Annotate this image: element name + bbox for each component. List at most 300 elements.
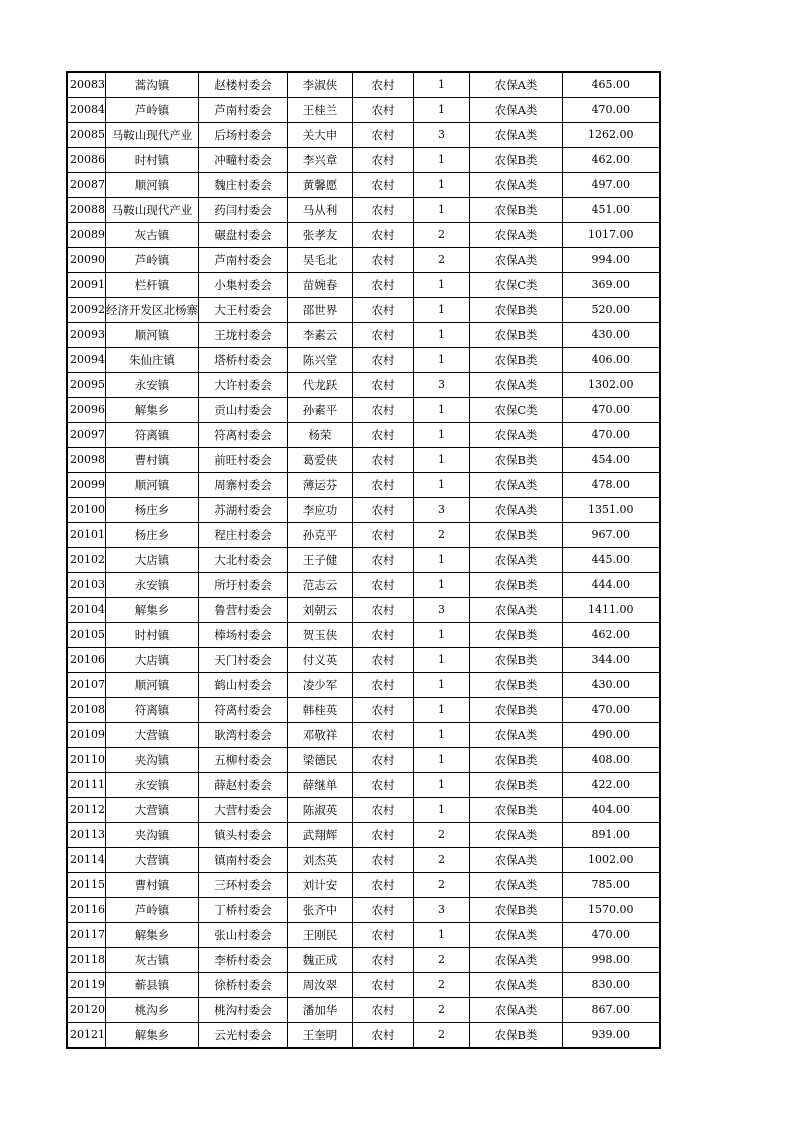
table-row: [67, 573, 660, 598]
cell-household-type: 农村: [353, 573, 414, 598]
cell-amount: 1262.00: [563, 123, 660, 148]
cell-amount: 408.00: [563, 748, 660, 773]
cell-person-name: 李应功: [288, 498, 353, 523]
cell-village: 符离村委会: [199, 698, 288, 723]
cell-household-type: 农村: [353, 498, 414, 523]
cell-person-name: 陈淑英: [288, 798, 353, 823]
table-row: [67, 773, 660, 798]
cell-record-id: 20109: [67, 723, 106, 748]
cell-category: 农保B类: [470, 798, 563, 823]
cell-category: 农保A类: [470, 723, 563, 748]
cell-amount: 998.00: [563, 948, 660, 973]
cell-record-id: 20101: [67, 523, 106, 548]
cell-person-count: 1: [414, 198, 470, 223]
cell-person-name: 李素云: [288, 323, 353, 348]
cell-category: 农保A类: [470, 123, 563, 148]
cell-village: 桃沟村委会: [199, 998, 288, 1023]
cell-record-id: 20121: [67, 1023, 106, 1049]
cell-category: 农保B类: [470, 698, 563, 723]
cell-record-id: 20089: [67, 223, 106, 248]
cell-person-name: 吴毛北: [288, 248, 353, 273]
cell-amount: 1017.00: [563, 223, 660, 248]
cell-person-name: 贺玉侠: [288, 623, 353, 648]
cell-person-name: 王刚民: [288, 923, 353, 948]
cell-town: 芦岭镇: [106, 98, 199, 123]
cell-category: 农保B类: [470, 148, 563, 173]
cell-household-type: 农村: [353, 848, 414, 873]
table-row: [67, 248, 660, 273]
cell-town: 栏杆镇: [106, 273, 199, 298]
cell-person-count: 2: [414, 973, 470, 998]
table-row: [67, 173, 660, 198]
cell-amount: 1302.00: [563, 373, 660, 398]
cell-person-count: 3: [414, 598, 470, 623]
cell-person-count: 2: [414, 823, 470, 848]
table-row: [67, 223, 660, 248]
cell-amount: 1411.00: [563, 598, 660, 623]
cell-person-name: 薄运芬: [288, 473, 353, 498]
cell-record-id: 20097: [67, 423, 106, 448]
table-row: [67, 123, 660, 148]
cell-amount: 454.00: [563, 448, 660, 473]
cell-town: 大营镇: [106, 723, 199, 748]
cell-category: 农保A类: [470, 173, 563, 198]
cell-amount: 470.00: [563, 698, 660, 723]
table-row: [67, 948, 660, 973]
cell-record-id: 20106: [67, 648, 106, 673]
cell-amount: 1570.00: [563, 898, 660, 923]
cell-village: 鲁营村委会: [199, 598, 288, 623]
cell-person-name: 葛爱侠: [288, 448, 353, 473]
cell-record-id: 20093: [67, 323, 106, 348]
cell-village: 棒场村委会: [199, 623, 288, 648]
cell-household-type: 农村: [353, 473, 414, 498]
table-row: [67, 898, 660, 923]
cell-amount: 497.00: [563, 173, 660, 198]
cell-town: 桃沟乡: [106, 998, 199, 1023]
cell-record-id: 20099: [67, 473, 106, 498]
cell-person-count: 3: [414, 498, 470, 523]
cell-town: 顺河镇: [106, 173, 199, 198]
cell-town: 时村镇: [106, 623, 199, 648]
cell-household-type: 农村: [353, 598, 414, 623]
cell-amount: 470.00: [563, 98, 660, 123]
cell-household-type: 农村: [353, 698, 414, 723]
cell-person-count: 1: [414, 773, 470, 798]
cell-category: 农保A类: [470, 598, 563, 623]
cell-record-id: 20119: [67, 973, 106, 998]
cell-amount: 422.00: [563, 773, 660, 798]
cell-household-type: 农村: [353, 648, 414, 673]
cell-record-id: 20083: [67, 72, 106, 98]
cell-town: 永安镇: [106, 373, 199, 398]
cell-category: 农保A类: [470, 973, 563, 998]
cell-amount: 462.00: [563, 148, 660, 173]
cell-record-id: 20088: [67, 198, 106, 223]
cell-household-type: 农村: [353, 748, 414, 773]
cell-household-type: 农村: [353, 223, 414, 248]
cell-amount: 830.00: [563, 973, 660, 998]
table-row: [67, 648, 660, 673]
cell-village: 程庄村委会: [199, 523, 288, 548]
cell-town: 曹村镇: [106, 448, 199, 473]
cell-town: 马鞍山现代产业: [106, 198, 199, 223]
cell-amount: 344.00: [563, 648, 660, 673]
cell-person-count: 3: [414, 123, 470, 148]
table-row: [67, 448, 660, 473]
cell-household-type: 农村: [353, 773, 414, 798]
cell-record-id: 20087: [67, 173, 106, 198]
cell-person-count: 1: [414, 748, 470, 773]
cell-person-count: 1: [414, 173, 470, 198]
cell-village: 苏湖村委会: [199, 498, 288, 523]
cell-town: 时村镇: [106, 148, 199, 173]
cell-village: 大营村委会: [199, 798, 288, 823]
cell-record-id: 20104: [67, 598, 106, 623]
table-row: [67, 798, 660, 823]
cell-person-name: 张齐中: [288, 898, 353, 923]
cell-record-id: 20096: [67, 398, 106, 423]
table-row: [67, 298, 660, 323]
cell-town: 永安镇: [106, 573, 199, 598]
cell-category: 农保B类: [470, 623, 563, 648]
cell-person-name: 周汝翠: [288, 973, 353, 998]
cell-village: 周寨村委会: [199, 473, 288, 498]
cell-amount: 1002.00: [563, 848, 660, 873]
cell-village: 芦南村委会: [199, 248, 288, 273]
cell-person-name: 李淑侠: [288, 72, 353, 98]
cell-record-id: 20102: [67, 548, 106, 573]
table-row: [67, 98, 660, 123]
cell-household-type: 农村: [353, 72, 414, 98]
cell-town: 夹沟镇: [106, 823, 199, 848]
cell-village: 小集村委会: [199, 273, 288, 298]
cell-household-type: 农村: [353, 298, 414, 323]
cell-person-name: 张孝友: [288, 223, 353, 248]
cell-household-type: 农村: [353, 673, 414, 698]
cell-category: 农保A类: [470, 948, 563, 973]
cell-village: 芦南村委会: [199, 98, 288, 123]
cell-category: 农保A类: [470, 72, 563, 98]
cell-household-type: 农村: [353, 923, 414, 948]
cell-record-id: 20110: [67, 748, 106, 773]
cell-village: 李桥村委会: [199, 948, 288, 973]
cell-person-name: 孙素平: [288, 398, 353, 423]
cell-person-name: 代龙跃: [288, 373, 353, 398]
cell-person-name: 薛继单: [288, 773, 353, 798]
cell-record-id: 20120: [67, 998, 106, 1023]
cell-person-name: 王奎明: [288, 1023, 353, 1049]
cell-amount: 445.00: [563, 548, 660, 573]
cell-amount: 785.00: [563, 873, 660, 898]
table-row: [67, 348, 660, 373]
cell-household-type: 农村: [353, 548, 414, 573]
cell-person-count: 1: [414, 648, 470, 673]
cell-record-id: 20084: [67, 98, 106, 123]
table-row: [67, 698, 660, 723]
cell-household-type: 农村: [353, 173, 414, 198]
cell-record-id: 20115: [67, 873, 106, 898]
cell-village: 王垅村委会: [199, 323, 288, 348]
cell-category: 农保A类: [470, 498, 563, 523]
cell-town: 大营镇: [106, 848, 199, 873]
cell-person-count: 1: [414, 798, 470, 823]
cell-record-id: 20090: [67, 248, 106, 273]
table-row: [67, 398, 660, 423]
table-row: [67, 148, 660, 173]
cell-person-count: 2: [414, 848, 470, 873]
cell-category: 农保C类: [470, 273, 563, 298]
cell-amount: 430.00: [563, 323, 660, 348]
cell-household-type: 农村: [353, 798, 414, 823]
cell-village: 大北村委会: [199, 548, 288, 573]
cell-village: 耿湾村委会: [199, 723, 288, 748]
cell-category: 农保A类: [470, 998, 563, 1023]
cell-person-count: 2: [414, 248, 470, 273]
table-row: [67, 873, 660, 898]
table-row: [67, 598, 660, 623]
cell-household-type: 农村: [353, 1023, 414, 1049]
cell-person-count: 1: [414, 98, 470, 123]
cell-town: 解集乡: [106, 923, 199, 948]
cell-person-count: 1: [414, 448, 470, 473]
cell-amount: 369.00: [563, 273, 660, 298]
cell-category: 农保C类: [470, 398, 563, 423]
cell-town: 解集乡: [106, 398, 199, 423]
cell-village: 贡山村委会: [199, 398, 288, 423]
table-body: [67, 72, 660, 1048]
cell-amount: 478.00: [563, 473, 660, 498]
cell-record-id: 20098: [67, 448, 106, 473]
cell-amount: 1351.00: [563, 498, 660, 523]
cell-town: 顺河镇: [106, 323, 199, 348]
cell-household-type: 农村: [353, 948, 414, 973]
cell-person-name: 陈兴堂: [288, 348, 353, 373]
cell-town: 灰古镇: [106, 948, 199, 973]
cell-category: 农保A类: [470, 473, 563, 498]
table-row: [67, 623, 660, 648]
cell-household-type: 农村: [353, 123, 414, 148]
cell-person-name: 黄馨愿: [288, 173, 353, 198]
cell-category: 农保A类: [470, 823, 563, 848]
cell-amount: 994.00: [563, 248, 660, 273]
cell-household-type: 农村: [353, 998, 414, 1023]
cell-household-type: 农村: [353, 973, 414, 998]
cell-village: 塔桥村委会: [199, 348, 288, 373]
cell-household-type: 农村: [353, 448, 414, 473]
cell-category: 农保A类: [470, 373, 563, 398]
cell-town: 蒿沟镇: [106, 72, 199, 98]
cell-record-id: 20107: [67, 673, 106, 698]
cell-amount: 462.00: [563, 623, 660, 648]
cell-category: 农保B类: [470, 673, 563, 698]
cell-town: 符离镇: [106, 423, 199, 448]
cell-town: 大店镇: [106, 548, 199, 573]
cell-person-name: 付义英: [288, 648, 353, 673]
cell-village: 鹤山村委会: [199, 673, 288, 698]
cell-town: 顺河镇: [106, 473, 199, 498]
cell-person-count: 1: [414, 298, 470, 323]
cell-amount: 939.00: [563, 1023, 660, 1049]
cell-person-count: 1: [414, 473, 470, 498]
table-row: [67, 373, 660, 398]
cell-village: 大许村委会: [199, 373, 288, 398]
cell-household-type: 农村: [353, 373, 414, 398]
cell-town: 符离镇: [106, 698, 199, 723]
cell-person-name: 刘朝云: [288, 598, 353, 623]
table-row: [67, 723, 660, 748]
table-row: [67, 273, 660, 298]
table-row: [67, 848, 660, 873]
allowance-table: [66, 71, 661, 1049]
table-row: [67, 823, 660, 848]
cell-record-id: 20092: [67, 298, 106, 323]
cell-amount: 451.00: [563, 198, 660, 223]
cell-village: 前旺村委会: [199, 448, 288, 473]
cell-person-name: 潘加华: [288, 998, 353, 1023]
cell-village: 药闫村委会: [199, 198, 288, 223]
cell-category: 农保B类: [470, 1023, 563, 1049]
cell-person-count: 1: [414, 623, 470, 648]
cell-category: 农保A类: [470, 98, 563, 123]
cell-person-name: 邵世界: [288, 298, 353, 323]
cell-record-id: 20085: [67, 123, 106, 148]
table-row: [67, 473, 660, 498]
cell-village: 天门村委会: [199, 648, 288, 673]
table-row: [67, 973, 660, 998]
cell-household-type: 农村: [353, 423, 414, 448]
cell-category: 农保B类: [470, 523, 563, 548]
cell-amount: 404.00: [563, 798, 660, 823]
cell-record-id: 20112: [67, 798, 106, 823]
cell-person-name: 王子健: [288, 548, 353, 573]
cell-category: 农保A类: [470, 223, 563, 248]
cell-town: 杨庄乡: [106, 523, 199, 548]
cell-person-count: 1: [414, 398, 470, 423]
cell-village: 符离村委会: [199, 423, 288, 448]
cell-amount: 967.00: [563, 523, 660, 548]
cell-village: 云光村委会: [199, 1023, 288, 1049]
cell-person-count: 3: [414, 373, 470, 398]
cell-category: 农保B类: [470, 298, 563, 323]
cell-category: 农保B类: [470, 648, 563, 673]
cell-record-id: 20103: [67, 573, 106, 598]
cell-category: 农保B类: [470, 348, 563, 373]
cell-town: 大营镇: [106, 798, 199, 823]
cell-amount: 430.00: [563, 673, 660, 698]
table-row: [67, 1023, 660, 1049]
cell-town: 大店镇: [106, 648, 199, 673]
cell-town: 经济开发区北杨寨: [106, 298, 199, 323]
cell-person-count: 1: [414, 323, 470, 348]
cell-record-id: 20108: [67, 698, 106, 723]
cell-household-type: 农村: [353, 873, 414, 898]
cell-person-count: 1: [414, 673, 470, 698]
cell-village: 后场村委会: [199, 123, 288, 148]
cell-category: 农保A类: [470, 848, 563, 873]
cell-town: 解集乡: [106, 598, 199, 623]
cell-village: 丁桥村委会: [199, 898, 288, 923]
cell-record-id: 20095: [67, 373, 106, 398]
cell-category: 农保B类: [470, 898, 563, 923]
table-row: [67, 673, 660, 698]
cell-amount: 470.00: [563, 398, 660, 423]
cell-household-type: 农村: [353, 348, 414, 373]
cell-town: 永安镇: [106, 773, 199, 798]
cell-village: 所圩村委会: [199, 573, 288, 598]
cell-person-name: 关大申: [288, 123, 353, 148]
cell-amount: 490.00: [563, 723, 660, 748]
cell-category: 农保A类: [470, 923, 563, 948]
cell-category: 农保B类: [470, 323, 563, 348]
cell-person-name: 杨荣: [288, 423, 353, 448]
table-row: [67, 548, 660, 573]
cell-category: 农保A类: [470, 423, 563, 448]
cell-category: 农保B类: [470, 748, 563, 773]
cell-person-count: 2: [414, 873, 470, 898]
cell-town: 芦岭镇: [106, 898, 199, 923]
cell-person-count: 2: [414, 523, 470, 548]
cell-village: 张山村委会: [199, 923, 288, 948]
cell-person-name: 刘杰英: [288, 848, 353, 873]
cell-amount: 406.00: [563, 348, 660, 373]
cell-person-count: 1: [414, 548, 470, 573]
cell-category: 农保B类: [470, 448, 563, 473]
cell-person-count: 1: [414, 348, 470, 373]
cell-household-type: 农村: [353, 323, 414, 348]
cell-town: 顺河镇: [106, 673, 199, 698]
cell-person-name: 凌少军: [288, 673, 353, 698]
cell-town: 灰古镇: [106, 223, 199, 248]
table-row: [67, 498, 660, 523]
cell-category: 农保B类: [470, 573, 563, 598]
cell-person-name: 苗婉春: [288, 273, 353, 298]
cell-amount: 465.00: [563, 72, 660, 98]
cell-person-name: 梁德民: [288, 748, 353, 773]
cell-amount: 444.00: [563, 573, 660, 598]
cell-amount: 520.00: [563, 298, 660, 323]
cell-record-id: 20091: [67, 273, 106, 298]
cell-person-count: 1: [414, 423, 470, 448]
cell-town: 朱仙庄镇: [106, 348, 199, 373]
cell-town: 马鞍山现代产业: [106, 123, 199, 148]
cell-amount: 470.00: [563, 423, 660, 448]
cell-amount: 867.00: [563, 998, 660, 1023]
cell-category: 农保B类: [470, 773, 563, 798]
cell-person-count: 1: [414, 72, 470, 98]
cell-village: 镇头村委会: [199, 823, 288, 848]
cell-household-type: 农村: [353, 523, 414, 548]
cell-record-id: 20114: [67, 848, 106, 873]
cell-person-name: 李兴章: [288, 148, 353, 173]
table-row: [67, 523, 660, 548]
cell-record-id: 20117: [67, 923, 106, 948]
table-row: [67, 423, 660, 448]
cell-category: 农保B类: [470, 198, 563, 223]
cell-household-type: 农村: [353, 98, 414, 123]
cell-household-type: 农村: [353, 398, 414, 423]
cell-village: 薛赵村委会: [199, 773, 288, 798]
cell-person-count: 3: [414, 898, 470, 923]
cell-person-name: 王桂兰: [288, 98, 353, 123]
cell-household-type: 农村: [353, 198, 414, 223]
cell-record-id: 20086: [67, 148, 106, 173]
cell-person-count: 2: [414, 948, 470, 973]
cell-household-type: 农村: [353, 248, 414, 273]
cell-person-name: 韩桂英: [288, 698, 353, 723]
cell-person-count: 2: [414, 223, 470, 248]
cell-person-name: 孙克平: [288, 523, 353, 548]
